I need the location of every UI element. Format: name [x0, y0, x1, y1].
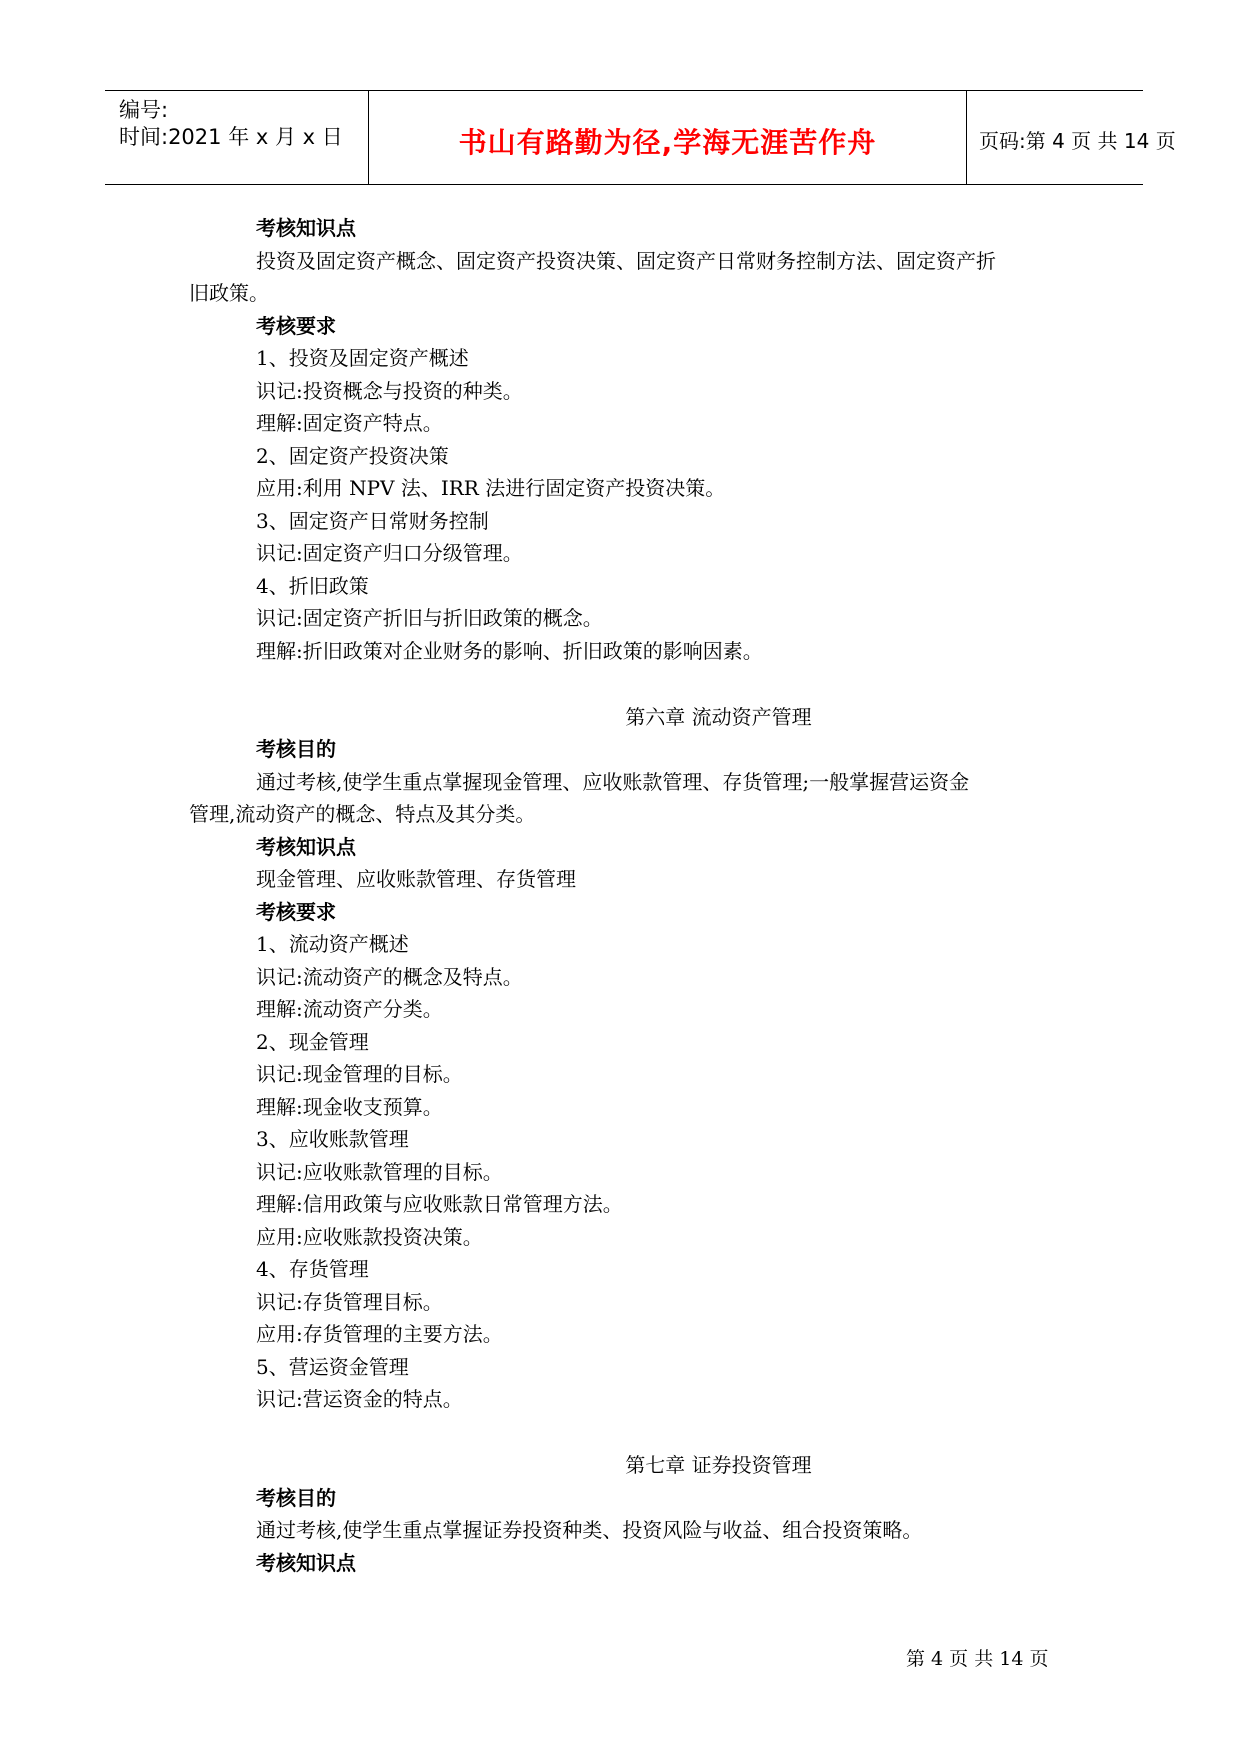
section-heading: 考核要求	[256, 314, 336, 338]
list-item: 识记:存货管理目标。	[256, 1290, 443, 1314]
list-item: 应用:应收账款投资决策。	[256, 1225, 483, 1249]
list-item: 应用:存货管理的主要方法。	[256, 1322, 503, 1346]
list-item: 4、折旧政策	[256, 574, 369, 598]
list-item: 3、固定资产日常财务控制	[256, 509, 489, 533]
section-heading: 考核知识点	[256, 835, 356, 859]
list-item: 识记:应收账款管理的目标。	[256, 1160, 503, 1184]
page-footer: 第 4 页 共 14 页	[906, 1648, 1049, 1670]
chapter-title: 第六章 流动资产管理	[625, 705, 812, 729]
list-item: 2、固定资产投资决策	[256, 444, 449, 468]
list-item: 3、应收账款管理	[256, 1127, 409, 1151]
list-item: 理解:折旧政策对企业财务的影响、折旧政策的影响因素。	[256, 639, 763, 663]
list-item: 2、现金管理	[256, 1030, 369, 1054]
list-item: 理解:信用政策与应收账款日常管理方法。	[256, 1192, 623, 1216]
list-item: 理解:现金收支预算。	[256, 1095, 443, 1119]
list-item: 识记:固定资产折旧与折旧政策的概念。	[256, 606, 603, 630]
list-item: 应用:利用 NPV 法、IRR 法进行固定资产投资决策。	[256, 476, 726, 500]
chapter-title: 第七章 证券投资管理	[625, 1453, 812, 1477]
section-heading: 考核目的	[256, 1486, 336, 1510]
number-label: 编号:	[119, 98, 169, 122]
list-item: 识记:投资概念与投资的种类。	[256, 379, 523, 403]
paragraph-line: 通过考核,使学生重点掌握证券投资种类、投资风险与收益、组合投资策略。	[256, 1518, 923, 1542]
list-item: 识记:营运资金的特点。	[256, 1387, 463, 1411]
motto: 书山有路勤为径,学海无涯苦作舟	[458, 126, 877, 159]
time-label: 时间:2021 年 x 月 x 日	[119, 125, 343, 149]
list-item: 4、存货管理	[256, 1257, 369, 1281]
section-heading: 考核目的	[256, 737, 336, 761]
section-heading: 考核知识点	[256, 216, 356, 240]
document-header	[105, 90, 1176, 185]
header-page-cell	[967, 91, 1176, 184]
list-item: 识记:现金管理的目标。	[256, 1062, 463, 1086]
page-code: 页码:第 4 页 共 14 页	[979, 129, 1176, 153]
list-item: 5、营运资金管理	[256, 1355, 409, 1379]
list-item: 1、投资及固定资产概述	[256, 346, 469, 370]
list-item: 理解:流动资产分类。	[256, 997, 443, 1021]
paragraph-line: 现金管理、应收账款管理、存货管理	[256, 867, 576, 891]
paragraph-line: 投资及固定资产概念、固定资产投资决策、固定资产日常财务控制方法、固定资产折	[256, 249, 996, 273]
section-heading: 考核知识点	[256, 1551, 356, 1575]
header-motto-cell	[368, 91, 967, 184]
paragraph-line: 管理,流动资产的概念、特点及其分类。	[189, 802, 536, 826]
paragraph-line: 通过考核,使学生重点掌握现金管理、应收账款管理、存货管理;一般掌握营运资金	[256, 770, 970, 794]
list-item: 识记:固定资产归口分级管理。	[256, 541, 523, 565]
paragraph-line: 旧政策。	[189, 281, 269, 305]
section-heading: 考核要求	[256, 900, 336, 924]
list-item: 1、流动资产概述	[256, 932, 409, 956]
header-meta	[105, 91, 368, 184]
list-item: 识记:流动资产的概念及特点。	[256, 965, 523, 989]
list-item: 理解:固定资产特点。	[256, 411, 443, 435]
